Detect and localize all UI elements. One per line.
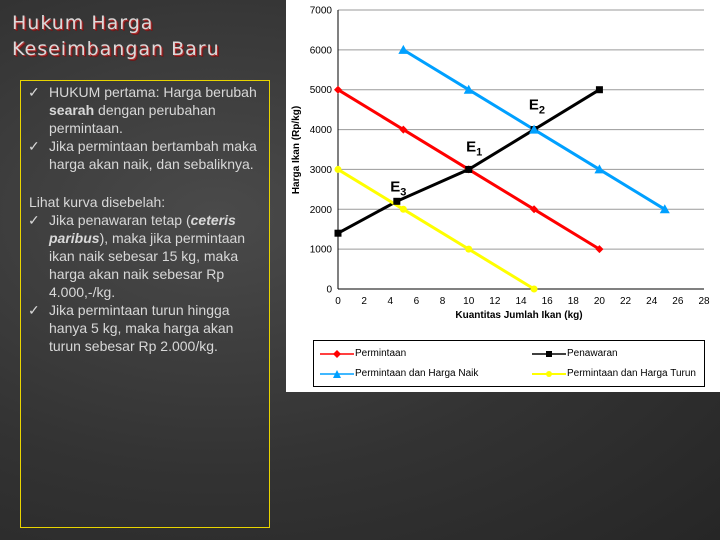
x-tick-label: 0 [335,296,341,307]
supply-demand-chart [286,0,720,340]
x-tick-label: 14 [515,296,527,307]
x-tick-label: 10 [463,296,475,307]
bullet-1-bold: searah [49,102,95,118]
x-tick-label: 4 [387,296,394,307]
x-tick-label: 24 [646,296,658,307]
intro-text: Lihat kurva disebelah: [29,194,166,210]
x-axis-label: Kuantitas Jumlah Ikan (kg) [455,310,583,321]
bullet-4 [25,301,265,355]
legend-item-penawaran [532,348,618,359]
bullet-3-text-a: Jika penawaran tetap ( [49,212,191,228]
bullet-2 [25,137,265,173]
y-tick-label: 7000 [309,5,332,17]
data-point-permintaan-dan-harga-turun [531,286,538,293]
y-tick-label: 2000 [309,204,332,216]
slide-title [12,10,282,62]
x-tick-label: 16 [541,296,553,307]
x-tick-label: 18 [567,296,579,307]
y-tick-label: 1000 [309,244,332,256]
bullet-3-text-b: ), maka jika permintaan ikan naik sebesar 15 kg, maka harga akan naik sebesar Rp 4.000,-/kg. [49,230,246,300]
check-icon: ✓ [28,84,40,100]
data-point-penawaran [596,86,603,93]
legend-label: Penawaran [567,348,618,359]
bullet-1-text-b: dengan perubahan permintaan. [49,102,216,136]
series-line-penawaran [338,90,599,233]
bullet-4-text: Jika permintaan turun hingga hanya 5 kg, maka harga akan turun sebesar Rp 2.000/kg. [49,302,234,354]
check-icon: ✓ [28,138,40,154]
chart-panel [286,0,720,392]
x-tick-label: 12 [489,296,501,307]
legend-item-permintaan-turun [532,368,696,379]
y-tick-label: 5000 [309,85,332,97]
legend-item-permintaan [320,348,406,359]
x-tick-label: 26 [672,296,684,307]
y-tick-label: 6000 [309,45,332,57]
equilibrium-label: $E_3$ [390,178,407,199]
equilibrium-label: $E_2$ [528,96,545,117]
legend-label: Permintaan dan Harga Naik [355,368,479,379]
slide-title-line-1: Hukum Harga [12,12,154,34]
x-tick-label: 22 [620,296,632,307]
check-icon: ✓ [28,302,40,318]
data-point-permintaan-dan-harga-turun [400,206,407,213]
x-tick-label: 20 [593,296,605,307]
bullet-2-text: Jika permintaan bertambah maka harga akan naik, dan sebaliknya. [49,138,257,172]
y-tick-label: 4000 [309,125,332,137]
legend-label: Permintaan dan Harga Turun [567,368,696,379]
bullet-1-text-a: HUKUM pertama: Harga berubah [49,84,257,100]
chart-legend [313,340,705,387]
x-tick-label: 8 [439,296,446,307]
y-tick-label: 0 [326,284,332,296]
x-tick-label: 2 [361,296,367,307]
x-tick-label: 6 [413,296,420,307]
data-point-penawaran [335,230,342,237]
explanation-box [20,80,270,528]
legend-item-permintaan-naik [320,368,478,379]
x-tick-label: 28 [698,296,710,307]
y-tick-label: 3000 [309,164,332,176]
bullet-3 [25,211,265,301]
bullet-3-bold: ceteris paribus [49,212,236,246]
y-axis-label: Harga Ikan (Rp/kg) [291,105,302,195]
check-icon: ✓ [28,212,40,228]
data-point-penawaran [393,198,400,205]
data-point-penawaran [465,166,472,173]
equilibrium-label: $E_1$ [466,138,483,159]
slide-title-line-2: Keseimbangan Baru [12,38,220,60]
bullet-1 [25,83,265,137]
series-line-permintaan-dan-harga-turun [338,169,534,289]
data-point-permintaan-dan-harga-turun [335,166,342,173]
data-point-permintaan-dan-harga-turun [465,246,472,253]
legend-label: Permintaan [355,348,407,359]
